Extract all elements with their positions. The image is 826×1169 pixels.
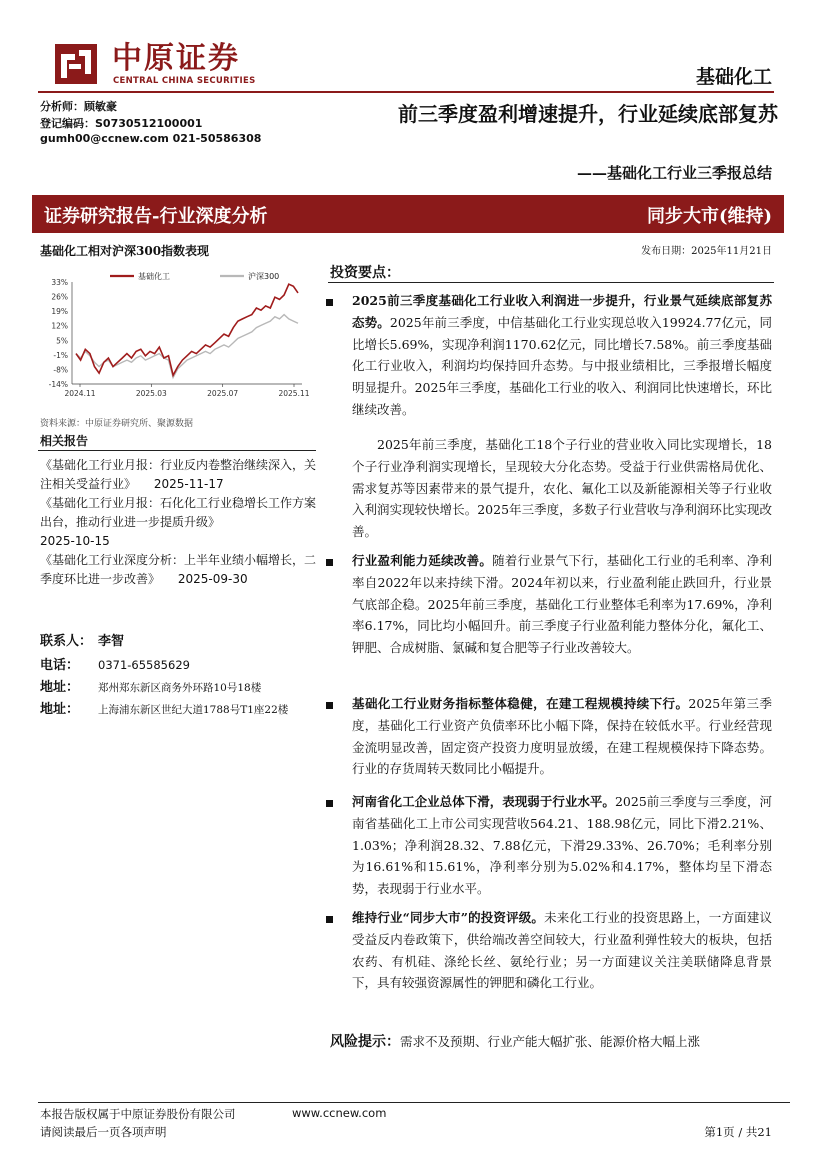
report-subtitle: ——基础化工行业三季报总结 [576, 164, 772, 182]
footer-disclaimer-note: 请阅读最后一页各项声明 [40, 1125, 167, 1139]
investment-point [352, 550, 772, 659]
chart-title: 基础化工相对沪深300指数表现 [40, 244, 210, 258]
related-report-title[interactable]: 《基础化工行业深度分析：上半年业绩小幅增长，二季度环比进一步改善》 [40, 553, 317, 586]
related-report[interactable] [40, 551, 316, 589]
contact-person: 李智 [98, 634, 125, 649]
page-number: 第1页 / 共21 [704, 1125, 772, 1139]
investment-highlights-title: 投资要点： [330, 265, 400, 281]
risk-label: 风险提示： [330, 1034, 400, 1050]
investment-point-text: 2025前三季度与三季度，河南省基础化工上市公司实现营收564.21、188.98亿元，同比下滑2.21%、1.03%；净利润28.32、7.88亿元，下滑29.33%、26.70%；毛利率分别为16.61%和15.61%，净利率分别为5.02%和4.17%，整体均呈下滑态势，表现弱于行业水平。 [352, 794, 772, 897]
risk-warning [330, 1031, 774, 1051]
x-tick-label: 2025.07 [207, 389, 239, 398]
investment-point [352, 791, 772, 900]
x-tick-label: 2024.11 [64, 389, 96, 398]
footer-website-link[interactable]: www.ccnew.com [292, 1106, 387, 1120]
related-report-title[interactable]: 《基础化工行业月报：石化化工行业稳增长工作方案出台，推动行业进一步提质升级》 [40, 496, 317, 529]
industry-rating: 同步大市(维持) [646, 206, 772, 227]
bullet-icon [326, 559, 333, 566]
y-tick-label: 26% [51, 292, 68, 302]
contact-address: 上海浦东新区世纪大道1788号T1座22楼 [98, 704, 289, 716]
related-report-title[interactable]: 《基础化工行业月报：行业反内卷整治继续深入，关注相关受益行业》 [40, 458, 317, 491]
y-tick-label: 5% [56, 336, 68, 346]
related-report-date: 2025-10-15 [40, 534, 110, 548]
y-tick-label: 19% [51, 307, 68, 317]
investment-point [352, 693, 772, 780]
x-tick-label: 2025.11 [278, 389, 310, 398]
contact-address: 郑州郑东新区商务外环路10号18楼 [98, 682, 262, 694]
footer-divider [38, 1102, 790, 1103]
bullet-icon [326, 800, 333, 807]
footer-copyright: 本报告版权属于中原证券股份有限公司 [40, 1107, 236, 1121]
company-logo-english: CENTRAL CHINA SECURITIES [113, 76, 256, 86]
related-reports-divider [38, 450, 316, 451]
company-logo-text: 中原证券 [112, 41, 240, 76]
investment-point-text: 2025年前三季度，中信基础化工行业实现总收入19924.77亿元，同比增长5.69%，实现净利润1170.62亿元，同比增长7.58%。前三季度基础化工行业收入，利润均均保持回升态势。与中报业绩相比，三季报增长幅度明显提升。2025年三季度，基础化工行业的收入、利润同比快速增长，环比继续改善。 [352, 314, 772, 417]
investment-point-text: 2025年第三季度，基础化工行业资产负债率环比小幅下降，保持在较低水平。行业经营现金流明显改善，固定资产投资力度明显放缓，在建工程规模保持下降态势。行业的存货周转天数同比小幅提升。 [352, 696, 772, 777]
investment-point-continued: 2025年前三季度，基础化工18个子行业的营业收入同比实现增长，18个子行业净利润实现增长，呈现较大分化态势。受益于行业供需格局优化、需求复苏等因素带来的景气提升，农化、氟化工以及新能源相关等子行业收入利润实现较快增长。2025年三季度，多数子行业营收与净利润环比实现改善。 [352, 437, 772, 540]
investment-point-heading: 维持行业“同步大市”的投资评级。 [352, 910, 545, 925]
related-report[interactable] [40, 494, 316, 551]
analyst-name: 分析师：顾敏豪 [40, 100, 117, 113]
contact-person-label: 联系人： [40, 634, 93, 649]
related-report[interactable] [40, 456, 316, 494]
y-tick-label: -14% [48, 380, 68, 389]
chart-source: 资料来源：中原证券研究所、聚源数据 [40, 419, 194, 429]
risk-text: 需求不及预期、行业产能大幅扩张、能源价格大幅上涨 [400, 1034, 701, 1049]
related-report-date: 2025-11-17 [153, 477, 224, 491]
investment-point-heading: 2025前三季度基础化工行业收入利润进一步提升，行业景气延续底部复苏态势。 [352, 293, 772, 330]
bullet-icon [326, 299, 333, 306]
y-tick-label: 12% [51, 321, 68, 331]
report-type: 证券研究报告-行业深度分析 [44, 206, 268, 227]
contact-phone-label: 电话： [40, 658, 80, 673]
investment-point-text: 随着行业景气下行，基础化工行业的毛利率、净利率自2022年以来持续下滑。2024年初以来，行业盈利能止跌回升，行业景气底部企稳。2025年前三季度，基础化工行业整体毛利率为17.69%，净利率6.17%，同比均小幅回升。前三季度子行业盈利能力整体分化，氟化工、钾肥、合成树脂、氯碱和复合肥等子行业改善较大。 [352, 553, 772, 656]
report-title: 前三季度盈利增速提升，行业延续底部复苏 [398, 102, 778, 126]
legend-label: 沪深300 [248, 272, 280, 281]
y-tick-label: -1% [53, 350, 68, 360]
contact-address-label: 地址： [40, 702, 80, 717]
contact-address-label: 地址： [40, 680, 80, 695]
x-tick-label: 2025.03 [135, 389, 167, 398]
report-type-banner [32, 195, 784, 233]
legend-label: 基础化工 [138, 272, 170, 281]
investment-point-heading: 基础化工行业财务指标整体稳健，在建工程规模持续下行。 [352, 696, 689, 711]
publish-date: 发布日期：2025年11月21日 [641, 246, 772, 257]
bullet-icon [326, 702, 333, 709]
bullet-icon [326, 916, 333, 923]
contact-phone: 0371-65585629 [98, 658, 190, 672]
investment-point-text: 未来化工行业的投资思路上，一方面建议受益反内卷政策下，供给端改善空间较大，行业盈利弹性较大的板块，包括农药、有机硅、涤纶长丝、氨纶行业；另一方面建议关注美联储降息背景下，具有较强资源属性的钾肥和磷化工行业。 [352, 910, 772, 991]
investment-point-heading: 行业盈利能力延续改善。 [352, 553, 493, 568]
header-divider [38, 91, 774, 93]
related-report-date: 2025-09-30 [177, 572, 248, 586]
relative-performance-chart [40, 268, 312, 408]
investment-point [352, 907, 772, 994]
investment-point-heading: 河南省化工企业总体下滑，表现弱于行业水平。 [352, 794, 615, 809]
analyst-registration: 登记编码：S0730512100001 [40, 117, 203, 130]
investment-divider [328, 282, 774, 283]
y-tick-label: -8% [53, 365, 68, 375]
series-line-index [76, 315, 298, 378]
related-reports-list [40, 456, 316, 589]
analyst-contact: gumh00@ccnew.com 021-50586308 [40, 132, 262, 145]
related-reports-title: 相关报告 [40, 434, 89, 448]
y-tick-label: 33% [51, 278, 68, 287]
industry-label: 基础化工 [695, 66, 772, 88]
company-logo-icon [55, 44, 97, 84]
investment-point [352, 290, 772, 421]
